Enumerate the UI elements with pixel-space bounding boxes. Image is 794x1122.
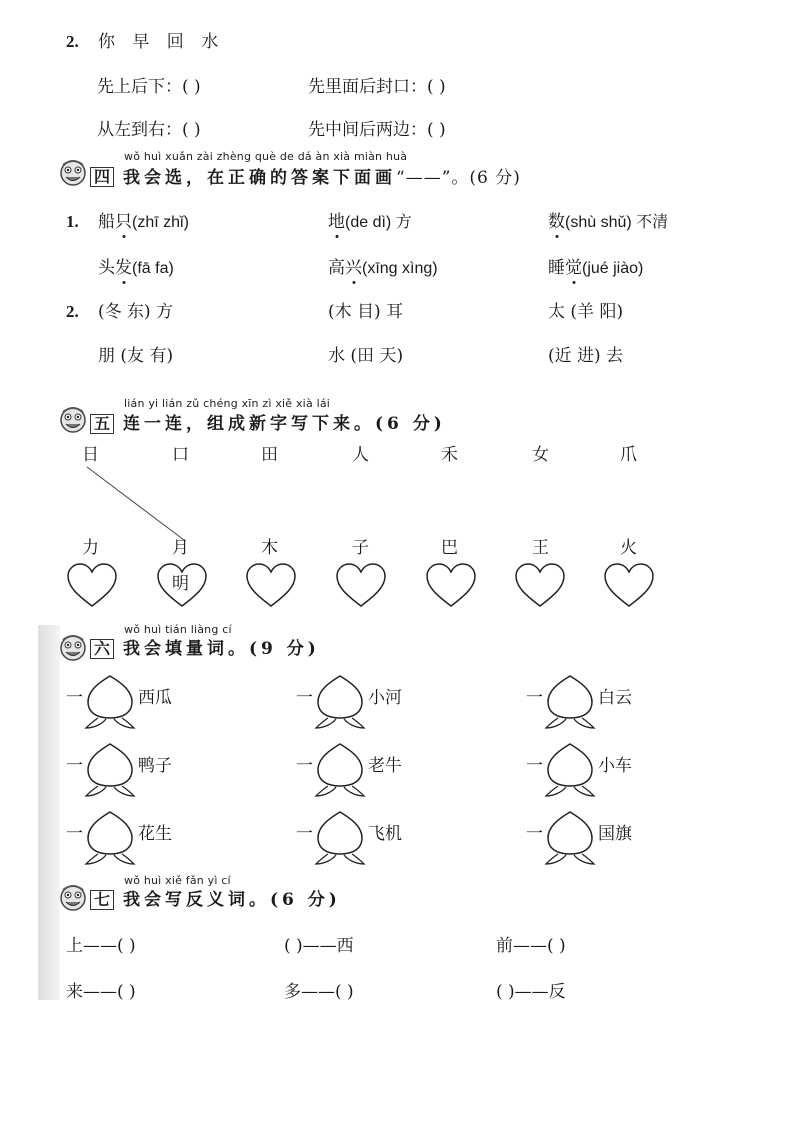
s7-title: 我会写反义词。(6 分) <box>123 890 341 910</box>
s6-title: 我会填量词。(9 分) <box>123 639 320 659</box>
heart-icon[interactable] <box>603 562 655 610</box>
measure-word-noun: 国旗 <box>598 824 632 844</box>
s5-top-char[interactable]: 口 <box>172 445 189 465</box>
s7-pinyin: wǒ huì xiě fǎn yì cí <box>124 874 231 887</box>
peach-icon[interactable] <box>312 672 368 730</box>
peach-icon[interactable] <box>312 808 368 866</box>
peach-icon[interactable] <box>542 740 598 798</box>
q2-number: 2. <box>66 32 79 51</box>
measure-word-noun: 白云 <box>598 688 632 708</box>
s4-item-4[interactable]: 头发(fā fa) <box>98 258 174 278</box>
s7-item[interactable]: ( )——反 <box>496 982 566 1002</box>
s7-item[interactable]: ( )——西 <box>284 936 354 956</box>
measure-word-dash: 一 <box>66 688 83 708</box>
s4-pinyin: wǒ huì xuǎn zài zhèng què de dá àn xià miàn huà <box>124 150 408 163</box>
s5-bottom-char[interactable]: 力 <box>82 538 99 558</box>
s5-top-char[interactable]: 爪 <box>620 445 637 465</box>
peach-icon[interactable] <box>82 740 138 798</box>
peach-icon[interactable] <box>82 808 138 866</box>
measure-word-noun: 小车 <box>598 756 632 776</box>
heart-icon[interactable] <box>425 562 477 610</box>
s4-item-8[interactable]: (木 目) 耳 <box>328 302 404 322</box>
s5-top-char[interactable]: 田 <box>261 445 278 465</box>
measure-word-noun: 飞机 <box>368 824 402 844</box>
s4-item-12[interactable]: (近 进) 去 <box>548 346 624 366</box>
s5-number: 五 <box>90 414 114 434</box>
s4-number: 四 <box>90 167 114 187</box>
measure-word-dash: 一 <box>296 824 313 844</box>
s4-row2-number: 2. <box>66 302 79 321</box>
s5-top-char[interactable]: 女 <box>532 445 549 465</box>
s4-title: 我会选，在正确的答案下面画“——”。(6 分) <box>123 168 521 188</box>
s4-item-11[interactable]: 水 (田 天) <box>328 346 404 366</box>
s5-top-char[interactable]: 禾 <box>441 445 458 465</box>
measure-word-noun: 小河 <box>368 688 402 708</box>
measure-word-dash: 一 <box>296 688 313 708</box>
heart-answer-example: 明 <box>172 574 189 594</box>
peach-icon[interactable] <box>82 672 138 730</box>
s5-bottom-char[interactable]: 木 <box>261 538 278 558</box>
q2-rule-1[interactable]: 先上后下：( ) <box>97 77 201 97</box>
s4-item-2[interactable]: 地(de dì) 方 <box>328 212 412 232</box>
s4-item-5[interactable]: 高兴(xīng xìng) <box>328 258 438 278</box>
measure-word-dash: 一 <box>526 688 543 708</box>
peach-icon[interactable] <box>312 740 368 798</box>
s5-bottom-char[interactable]: 子 <box>352 538 369 558</box>
measure-word-noun: 老牛 <box>368 756 402 776</box>
heart-icon[interactable] <box>335 562 387 610</box>
s5-top-char[interactable]: 人 <box>352 445 369 465</box>
s7-item[interactable]: 多——( ) <box>284 982 354 1002</box>
measure-word-dash: 一 <box>526 824 543 844</box>
q2-rule-4[interactable]: 先中间后两边：( ) <box>308 120 446 140</box>
s5-bottom-char[interactable]: 巴 <box>441 538 458 558</box>
q2-rule-2[interactable]: 先里面后封口：( ) <box>308 77 446 97</box>
s4-item-3[interactable]: 数(shù shǔ) 不清 <box>548 212 669 232</box>
s6-number: 六 <box>90 639 114 659</box>
heart-icon[interactable] <box>245 562 297 610</box>
measure-word-noun: 鸭子 <box>138 756 172 776</box>
mascot-icon <box>58 882 88 912</box>
s7-item[interactable]: 上——( ) <box>66 936 136 956</box>
s4-item-6[interactable]: 睡觉(jué jiào) <box>548 258 644 278</box>
s7-item[interactable]: 前——( ) <box>496 936 566 956</box>
s4-item-10[interactable]: 朋 (友 有) <box>98 346 174 366</box>
s4-item-9[interactable]: 太 (羊 阳) <box>548 302 624 322</box>
s5-title: 连一连，组成新字写下来。(6 分) <box>123 414 446 434</box>
q2-rule-3[interactable]: 从左到右：( ) <box>97 120 201 140</box>
measure-word-dash: 一 <box>526 756 543 776</box>
heart-icon[interactable] <box>66 562 118 610</box>
s5-bottom-char[interactable]: 火 <box>620 538 637 558</box>
s5-bottom-char[interactable]: 王 <box>532 538 549 558</box>
measure-word-dash: 一 <box>66 824 83 844</box>
s7-item[interactable]: 来——( ) <box>66 982 136 1002</box>
measure-word-noun: 西瓜 <box>138 688 172 708</box>
measure-word-dash: 一 <box>66 756 83 776</box>
s4-row1-number: 1. <box>66 212 79 231</box>
s5-top-char[interactable]: 日 <box>82 445 99 465</box>
measure-word-dash: 一 <box>296 756 313 776</box>
s4-item-1[interactable]: 船只(zhī zhǐ) <box>98 212 189 232</box>
measure-word-noun: 花生 <box>138 824 172 844</box>
s5-bottom-char[interactable]: 月 <box>172 538 189 558</box>
s6-pinyin: wǒ huì tián liàng cí <box>124 623 232 636</box>
q2-chars: 你 早 回 水 <box>98 32 225 52</box>
s5-pinyin: lián yi lián zǔ chéng xīn zì xiě xià lái <box>124 397 331 410</box>
s4-item-7[interactable]: (冬 东) 方 <box>98 302 174 322</box>
peach-icon[interactable] <box>542 672 598 730</box>
s7-number: 七 <box>90 890 114 910</box>
heart-icon[interactable] <box>514 562 566 610</box>
peach-icon[interactable] <box>542 808 598 866</box>
mascot-icon <box>58 632 88 662</box>
